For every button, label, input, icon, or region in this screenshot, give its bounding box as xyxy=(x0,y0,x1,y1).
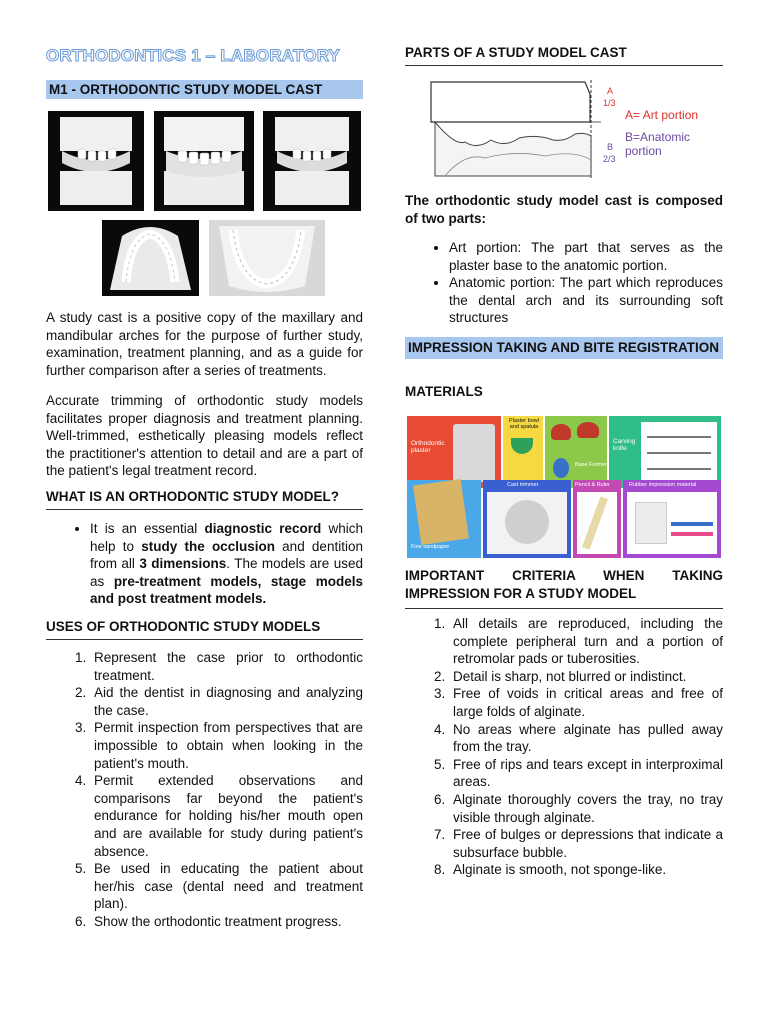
former-shape xyxy=(577,422,599,438)
tile-ortho-plaster xyxy=(407,416,501,488)
parts-list xyxy=(405,239,723,327)
module-band: M1 - ORTHODONTIC STUDY MODEL CAST xyxy=(46,80,363,99)
tile-bowl xyxy=(503,416,543,488)
criteria-item: 3. Free of voids in critical areas and free of large folds of alginate. xyxy=(449,685,723,720)
uses-item: 2. Aid the dentist in diagnosing and analyzing the case. xyxy=(90,684,363,719)
text-span: and dentition from all xyxy=(90,538,363,572)
uses-item: 5. Be used in educating the patient about her/his case (dental need and treatment plan). xyxy=(90,860,363,913)
uses-item: 1. Represent the case prior to orthodontic treatment. xyxy=(90,649,363,684)
tile-cast-trimmer xyxy=(483,480,571,558)
legend-art-portion: A= Art portion xyxy=(625,108,699,122)
trimmer-panel xyxy=(487,492,567,554)
legend-anatomic-portion: B=Anatomic portion xyxy=(625,130,691,158)
cast-photo-front xyxy=(154,111,254,211)
materials-collage xyxy=(405,414,723,560)
label-a: A xyxy=(607,86,614,96)
uses-heading: USES OF ORTHODONTIC STUDY MODELS xyxy=(46,619,363,640)
tile-label: Pencil & Ruler xyxy=(575,482,610,488)
text-span: It is an essential xyxy=(90,521,205,536)
tile-label: Rubber impression material xyxy=(629,482,697,488)
parts-diagram xyxy=(425,76,715,182)
former-shape xyxy=(551,424,571,440)
uses-item: 6. Show the orthodontic treatment progress. xyxy=(90,913,363,931)
criteria-heading: IMPORTANT CRITERIA WHEN TAKING IMPRESSION FOR A STUDY MODEL xyxy=(405,567,723,609)
criteria-item: 5. Free of rips and tears except in interproximal areas. xyxy=(449,756,723,791)
label-b: B xyxy=(607,142,614,152)
cast-photo-left-side xyxy=(263,111,361,211)
bold-span: diagnostic record xyxy=(204,521,322,536)
cast-photo-right-side xyxy=(48,111,144,211)
criteria-item: 4. No areas where alginate has pulled away from the tray. xyxy=(449,721,723,756)
parts-heading: PARTS OF A STUDY MODEL CAST xyxy=(405,45,723,66)
intro-paragraph-1: A study cast is a positive copy of the maxillary and mandibular arches for the purpose of further study, examination, treatment planning, and as a guide for further comparison after a series of treatments. xyxy=(46,310,363,378)
document-title: ORTHODONTICS 1 – LABORATORY xyxy=(46,46,341,65)
intro-paragraph-2: Accurate trimming of orthodontic study models facilitates proper diagnosis and treatment planning. Well-trimmed, esthetically pleasing models reflect the practitioner's attention to detail and are a part of the patient's legal treatment record. xyxy=(46,393,363,479)
bowl-shape xyxy=(511,438,533,454)
bold-span: pre-treatment models, stage models and post treatment models. xyxy=(90,573,363,607)
former-shape xyxy=(553,458,569,478)
ruler-panel xyxy=(577,492,617,554)
cast-photo-maxillary-occlusal xyxy=(102,220,199,296)
uses-item: 4. Permit extended observations and comparisons far beyond the patient's endurance for holding his/her mouth open and are available for study during patient's absence. xyxy=(90,772,363,860)
bold-span: study the occlusion xyxy=(141,538,275,554)
what-is-heading: WHAT IS AN ORTHODONTIC STUDY MODEL? xyxy=(46,489,363,510)
impression-band: IMPRESSION TAKING AND BITE REGISTRATION xyxy=(405,337,723,359)
tile-label: Cast trimmer xyxy=(507,482,539,488)
rubber-panel xyxy=(627,492,717,554)
what-is-item xyxy=(90,520,363,608)
tile-label: Carving knife xyxy=(613,438,636,452)
criteria-list xyxy=(405,615,723,879)
what-is-list xyxy=(46,520,363,608)
fraction-a: 1/3 xyxy=(603,98,616,108)
tile-label: Base Former xyxy=(575,462,607,468)
bold-span: 3 dimensions xyxy=(139,556,227,572)
cast-photo-mandibular-occlusal xyxy=(209,220,325,296)
composed-statement: The orthodontic study model cast is composed of two parts: xyxy=(405,193,723,226)
knife-panel xyxy=(641,422,717,484)
fraction-b: 2/3 xyxy=(603,154,616,164)
criteria-item: 1. All details are reproduced, including the complete peripheral turn and a portion of retromolar pads or tuberosities. xyxy=(449,615,723,668)
tile-label: Plaster bowl and spatula xyxy=(509,418,539,430)
tile-rubber-impression xyxy=(623,480,721,558)
text-span: . The models are used as xyxy=(90,556,364,589)
materials-heading: MATERIALS xyxy=(405,384,483,399)
tile-sandpaper xyxy=(407,480,481,558)
tile-carving-knife xyxy=(609,416,721,488)
criteria-item: 2. Detail is sharp, not blurred or indistinct. xyxy=(449,668,723,686)
criteria-item: 6. Alginate thoroughly covers the tray, no tray visible through alginate. xyxy=(449,791,723,826)
uses-list xyxy=(46,649,363,931)
tile-label: Fine sandpaper xyxy=(411,544,450,550)
tile-base-former xyxy=(545,416,607,488)
sandpaper-shape xyxy=(413,479,469,545)
tile-pencil-ruler xyxy=(573,480,621,558)
cast-profile-drawing xyxy=(425,76,715,182)
tile-label: Orthodontic plaster xyxy=(411,440,445,454)
criteria-item: 8. Alginate is smooth, not sponge-like. xyxy=(449,861,723,879)
text-span: which help to xyxy=(90,521,363,554)
criteria-item: 7. Free of bulges or depressions that indicate a subsurface bubble. xyxy=(449,826,723,861)
uses-item: 3. Permit inspection from perspectives that are impossible to obtain when looking in the patient's mouth. xyxy=(90,719,363,772)
parts-item: • Anatomic portion: The part which reproduces the dental arch and its surrounding soft structures xyxy=(449,274,723,327)
plaster-bag-shape xyxy=(453,424,495,482)
parts-item: • Art portion: The part that serves as the plaster base to the anatomic portion. xyxy=(449,239,723,274)
